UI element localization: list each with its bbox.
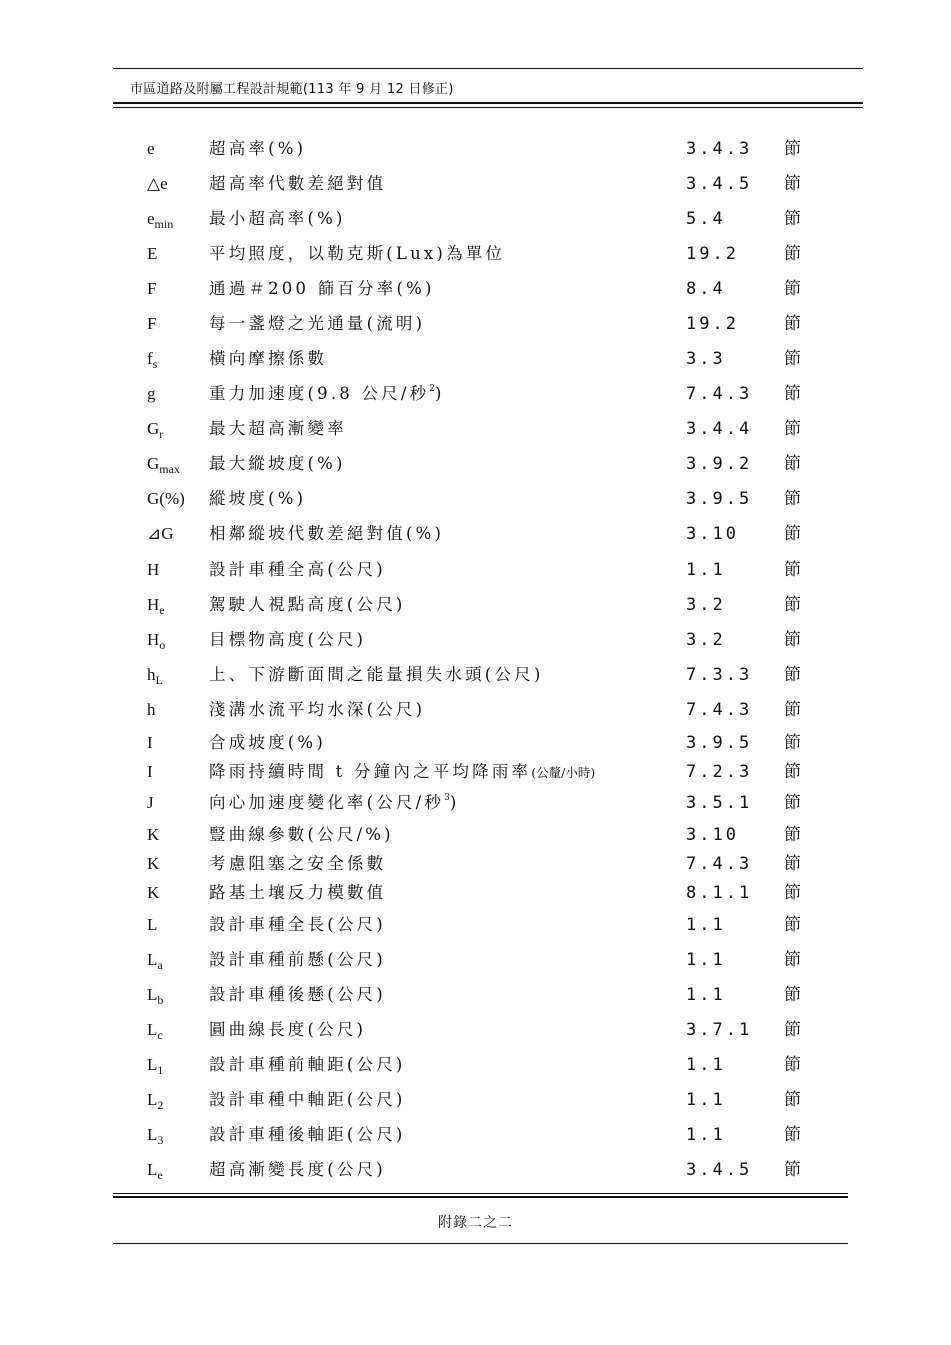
description-text: 通過＃200 篩百分率(%) [209, 279, 435, 298]
description-text: 設計車種前懸(公尺) [209, 950, 386, 969]
table-row [0, 206, 951, 232]
description-text: 最大縱坡度(%) [209, 454, 346, 473]
section-number: 3.5.1 [686, 793, 753, 813]
description-text: 重力加速度(9.8 公尺/秒 [209, 384, 430, 403]
description-text: 設計車種後軸距(公尺) [209, 1125, 406, 1144]
description-tail: ) [449, 793, 460, 812]
table-row [0, 1017, 951, 1043]
section-unit: 節 [784, 314, 801, 334]
section-number: 7.4.3 [686, 700, 753, 720]
description [209, 1087, 406, 1113]
section-number: 8.4 [686, 279, 726, 299]
symbol-main: L [147, 1020, 158, 1039]
description-text: 設計車種全高(公尺) [209, 560, 386, 579]
description [209, 1017, 366, 1043]
section-unit: 節 [784, 630, 801, 650]
table-row [0, 662, 951, 688]
description [209, 947, 386, 973]
table-row [0, 1122, 951, 1148]
description [209, 912, 386, 938]
symbol [147, 241, 157, 267]
symbol [147, 697, 156, 723]
page-label: 附錄二之二 [438, 1215, 513, 1231]
section-unit: 節 [784, 384, 801, 404]
section-number: 7.3.3 [686, 665, 753, 685]
table-row [0, 697, 951, 723]
description [209, 416, 347, 442]
section-number: 1.1 [686, 1125, 726, 1145]
symbol-main: G [147, 454, 160, 473]
table-row [0, 822, 951, 848]
symbol [147, 1087, 163, 1113]
section-number: 3.7.1 [686, 1020, 753, 1040]
symbol [147, 1052, 163, 1078]
symbol [147, 822, 159, 848]
symbol-subscript: e [159, 603, 165, 617]
section-unit: 節 [784, 700, 801, 720]
symbol-subscript: o [159, 638, 166, 652]
description-text: 上、下游斷面間之能量損失水頭(公尺) [209, 665, 544, 684]
table-row [0, 627, 951, 653]
symbol-main: I [147, 762, 153, 781]
symbol [147, 851, 159, 877]
section-number: 1.1 [686, 560, 726, 580]
symbol [147, 1017, 163, 1043]
description-text: 路基土壤反力模數值 [209, 883, 387, 902]
table-row [0, 1157, 951, 1183]
description-text: 設計車種前軸距(公尺) [209, 1055, 406, 1074]
description-text: 超高漸變長度(公尺) [209, 1160, 386, 1179]
symbol-main: L [147, 1090, 158, 1109]
table-row [0, 346, 951, 372]
section-number: 3.9.2 [686, 454, 753, 474]
section-unit: 節 [784, 174, 801, 194]
symbol-subscript: r [159, 427, 164, 441]
table-row [0, 521, 951, 547]
description-text: 降雨持續時間 t 分鐘內之平均降雨率 [209, 762, 532, 781]
section-unit: 節 [784, 854, 801, 874]
description [209, 592, 406, 618]
section-number: 3.4.5 [686, 1160, 753, 1180]
symbol [147, 947, 163, 973]
section-number: 3.3 [686, 349, 726, 369]
description-text: 向心加速度變化率(公尺/秒 [209, 793, 445, 812]
section-unit: 節 [784, 665, 801, 685]
symbol [147, 627, 165, 653]
symbol-main: L [147, 1055, 158, 1074]
section-number: 7.4.3 [686, 384, 753, 404]
section-unit: 節 [784, 524, 801, 544]
symbol-main: H [147, 630, 160, 649]
section-number: 3.9.5 [686, 489, 753, 509]
symbol-main: G(%) [147, 489, 185, 508]
description-text: 每一盞燈之光通量(流明) [209, 314, 426, 333]
symbol-main: L [147, 1125, 158, 1144]
section-unit: 節 [784, 793, 801, 813]
description [209, 276, 435, 302]
table-row [0, 851, 951, 877]
symbol-main: h [147, 665, 156, 684]
description [209, 697, 425, 723]
symbol-subscript: 3 [157, 1133, 164, 1147]
symbol [147, 381, 156, 407]
section-unit: 節 [784, 279, 801, 299]
description [209, 557, 386, 583]
table-row [0, 790, 951, 816]
description-superscript: 3 [444, 793, 450, 803]
description-text: 最大超高漸變率 [209, 419, 347, 438]
symbol-subscript: min [154, 217, 174, 231]
section-unit: 節 [784, 419, 801, 439]
footer-rule-thin [113, 1193, 848, 1194]
description-text: 合成坡度(%) [209, 733, 326, 752]
section-unit: 節 [784, 244, 801, 264]
description [209, 880, 386, 906]
symbol [147, 982, 163, 1008]
symbol-subscript: s [152, 357, 158, 371]
table-row [0, 311, 951, 337]
symbol [147, 311, 156, 337]
section-number: 5.4 [686, 209, 726, 229]
table-row [0, 136, 951, 162]
section-number: 3.10 [686, 524, 739, 544]
bottom-rule [113, 1243, 848, 1244]
description-text: 設計車種中軸距(公尺) [209, 1090, 406, 1109]
symbol-main: L [147, 915, 158, 934]
table-row [0, 982, 951, 1008]
description [209, 1052, 406, 1078]
section-number: 1.1 [686, 985, 726, 1005]
description [209, 451, 346, 477]
table-row [0, 947, 951, 973]
section-unit: 節 [784, 209, 801, 229]
description [209, 822, 394, 848]
description [209, 311, 425, 337]
section-unit: 節 [784, 762, 801, 782]
description-text: 相鄰縱坡代數差絕對值(%) [209, 524, 445, 543]
description [209, 759, 595, 786]
section-unit: 節 [784, 1055, 801, 1075]
header-title: 市區道路及附屬工程設計規範(113 年 9 月 12 日修正) [130, 82, 454, 97]
symbol-main: f [147, 349, 153, 368]
symbol-main: △e [147, 174, 168, 193]
section-number: 7.4.3 [686, 854, 753, 874]
section-number: 3.4.3 [686, 139, 753, 159]
table-row [0, 276, 951, 302]
description-tail: ) [435, 384, 445, 403]
symbol-subscript: a [157, 958, 163, 972]
section-unit: 節 [784, 733, 801, 753]
description [209, 521, 444, 547]
symbol [147, 880, 159, 906]
description [209, 1157, 386, 1183]
section-unit: 節 [784, 1125, 801, 1145]
symbol [147, 730, 153, 756]
symbol [147, 557, 159, 583]
description-text: 最小超高率(%) [209, 209, 346, 228]
table-row [0, 381, 951, 407]
symbol [147, 486, 185, 512]
symbol [147, 1157, 163, 1183]
table-row [0, 171, 951, 197]
table-row [0, 241, 951, 267]
symbol-main: K [147, 854, 160, 873]
symbol-main: L [147, 985, 158, 1004]
table-row [0, 730, 951, 756]
section-unit: 節 [784, 560, 801, 580]
symbol-main: H [147, 595, 160, 614]
section-number: 1.1 [686, 915, 726, 935]
section-number: 19.2 [686, 244, 739, 264]
description-text: 淺溝水流平均水深(公尺) [209, 700, 426, 719]
description-text: 駕駛人視點高度(公尺) [209, 595, 406, 614]
symbol [147, 136, 155, 162]
section-unit: 節 [784, 489, 801, 509]
symbol [147, 759, 153, 785]
description-text: 設計車種全長(公尺) [209, 915, 386, 934]
symbol-main: G [147, 419, 160, 438]
footer-rule-thick [113, 1196, 848, 1198]
section-number: 3.2 [686, 630, 726, 650]
symbol-main: L [147, 950, 158, 969]
table-row [0, 1087, 951, 1113]
section-unit: 節 [784, 454, 801, 474]
symbol [147, 592, 165, 618]
symbol-main: F [147, 314, 157, 333]
symbol-subscript: L [155, 673, 163, 687]
symbol-main: K [147, 883, 160, 902]
symbol-main: E [147, 244, 158, 263]
table-row [0, 486, 951, 512]
symbol-main: e [147, 209, 155, 228]
section-unit: 節 [784, 595, 801, 615]
table-row [0, 557, 951, 583]
description-text: 豎曲線參數(公尺/%) [209, 825, 394, 844]
table-row [0, 759, 951, 785]
symbol-main: h [147, 700, 156, 719]
description [209, 790, 459, 816]
table-row [0, 912, 951, 938]
symbol-main: e [147, 139, 155, 158]
symbol [147, 451, 180, 477]
symbol [147, 662, 163, 688]
description-text: 目標物高度(公尺) [209, 630, 367, 649]
description-text: 橫向摩擦係數 [209, 349, 328, 368]
description-superscript: 2 [429, 384, 436, 394]
symbol [147, 521, 174, 547]
symbol [147, 171, 168, 197]
symbol-main: H [147, 560, 160, 579]
symbol-subscript: c [157, 1028, 163, 1042]
section-unit: 節 [784, 139, 801, 159]
table-row [0, 416, 951, 442]
section-number: 3.2 [686, 595, 726, 615]
symbol-subscript: 1 [157, 1063, 164, 1077]
symbol [147, 1122, 163, 1148]
description-unit-note: (公釐/小時) [531, 765, 596, 780]
symbol-subscript: max [159, 462, 180, 476]
section-number: 3.4.4 [686, 419, 753, 439]
table-row [0, 880, 951, 906]
symbol-main: g [147, 384, 156, 403]
section-unit: 節 [784, 950, 801, 970]
symbol [147, 346, 157, 372]
description-text: 平均照度，以勒克斯(Lux)為單位 [209, 244, 506, 263]
symbol [147, 276, 156, 302]
section-unit: 節 [784, 1090, 801, 1110]
description [209, 982, 386, 1008]
symbol-subscript: e [157, 1168, 163, 1182]
symbol-subscript: 2 [157, 1098, 164, 1112]
description [209, 136, 306, 162]
section-number: 3.9.5 [686, 733, 753, 753]
description [209, 851, 386, 877]
table-row [0, 592, 951, 618]
description-text: 考慮阻塞之安全係數 [209, 854, 387, 873]
section-unit: 節 [784, 985, 801, 1005]
description [209, 486, 306, 512]
section-unit: 節 [784, 825, 801, 845]
section-unit: 節 [784, 349, 801, 369]
table-row [0, 451, 951, 477]
symbol-main: J [147, 793, 154, 812]
symbol-main: ⊿G [147, 524, 174, 543]
symbol [147, 790, 154, 816]
section-number: 8.1.1 [686, 883, 753, 903]
description [209, 1122, 406, 1148]
description [209, 206, 346, 232]
section-unit: 節 [784, 883, 801, 903]
symbol-main: L [147, 1160, 158, 1179]
section-number: 7.2.3 [686, 762, 753, 782]
symbol [147, 912, 157, 938]
section-number: 1.1 [686, 950, 726, 970]
description-text: 縱坡度(%) [209, 489, 307, 508]
description [209, 627, 366, 653]
section-number: 19.2 [686, 314, 739, 334]
symbol [147, 206, 173, 232]
section-unit: 節 [784, 915, 801, 935]
description-text: 超高率(%) [209, 139, 307, 158]
section-unit: 節 [784, 1020, 801, 1040]
description [209, 730, 326, 756]
description [209, 381, 445, 407]
description [209, 241, 505, 267]
description-text: 超高率代數差絕對值 [209, 174, 387, 193]
section-unit: 節 [784, 1160, 801, 1180]
symbol-main: F [147, 279, 157, 298]
section-number: 1.1 [686, 1055, 726, 1075]
symbol-main: I [147, 733, 153, 752]
section-number: 1.1 [686, 1090, 726, 1110]
table-row [0, 1052, 951, 1078]
section-number: 3.10 [686, 825, 739, 845]
symbol-main: K [147, 825, 160, 844]
description [209, 662, 543, 688]
symbol [147, 416, 163, 442]
description-text: 圓曲線長度(公尺) [209, 1020, 367, 1039]
description [209, 171, 386, 197]
symbol-subscript: b [157, 993, 164, 1007]
description [209, 346, 327, 372]
section-number: 3.4.5 [686, 174, 753, 194]
description-text: 設計車種後懸(公尺) [209, 985, 386, 1004]
